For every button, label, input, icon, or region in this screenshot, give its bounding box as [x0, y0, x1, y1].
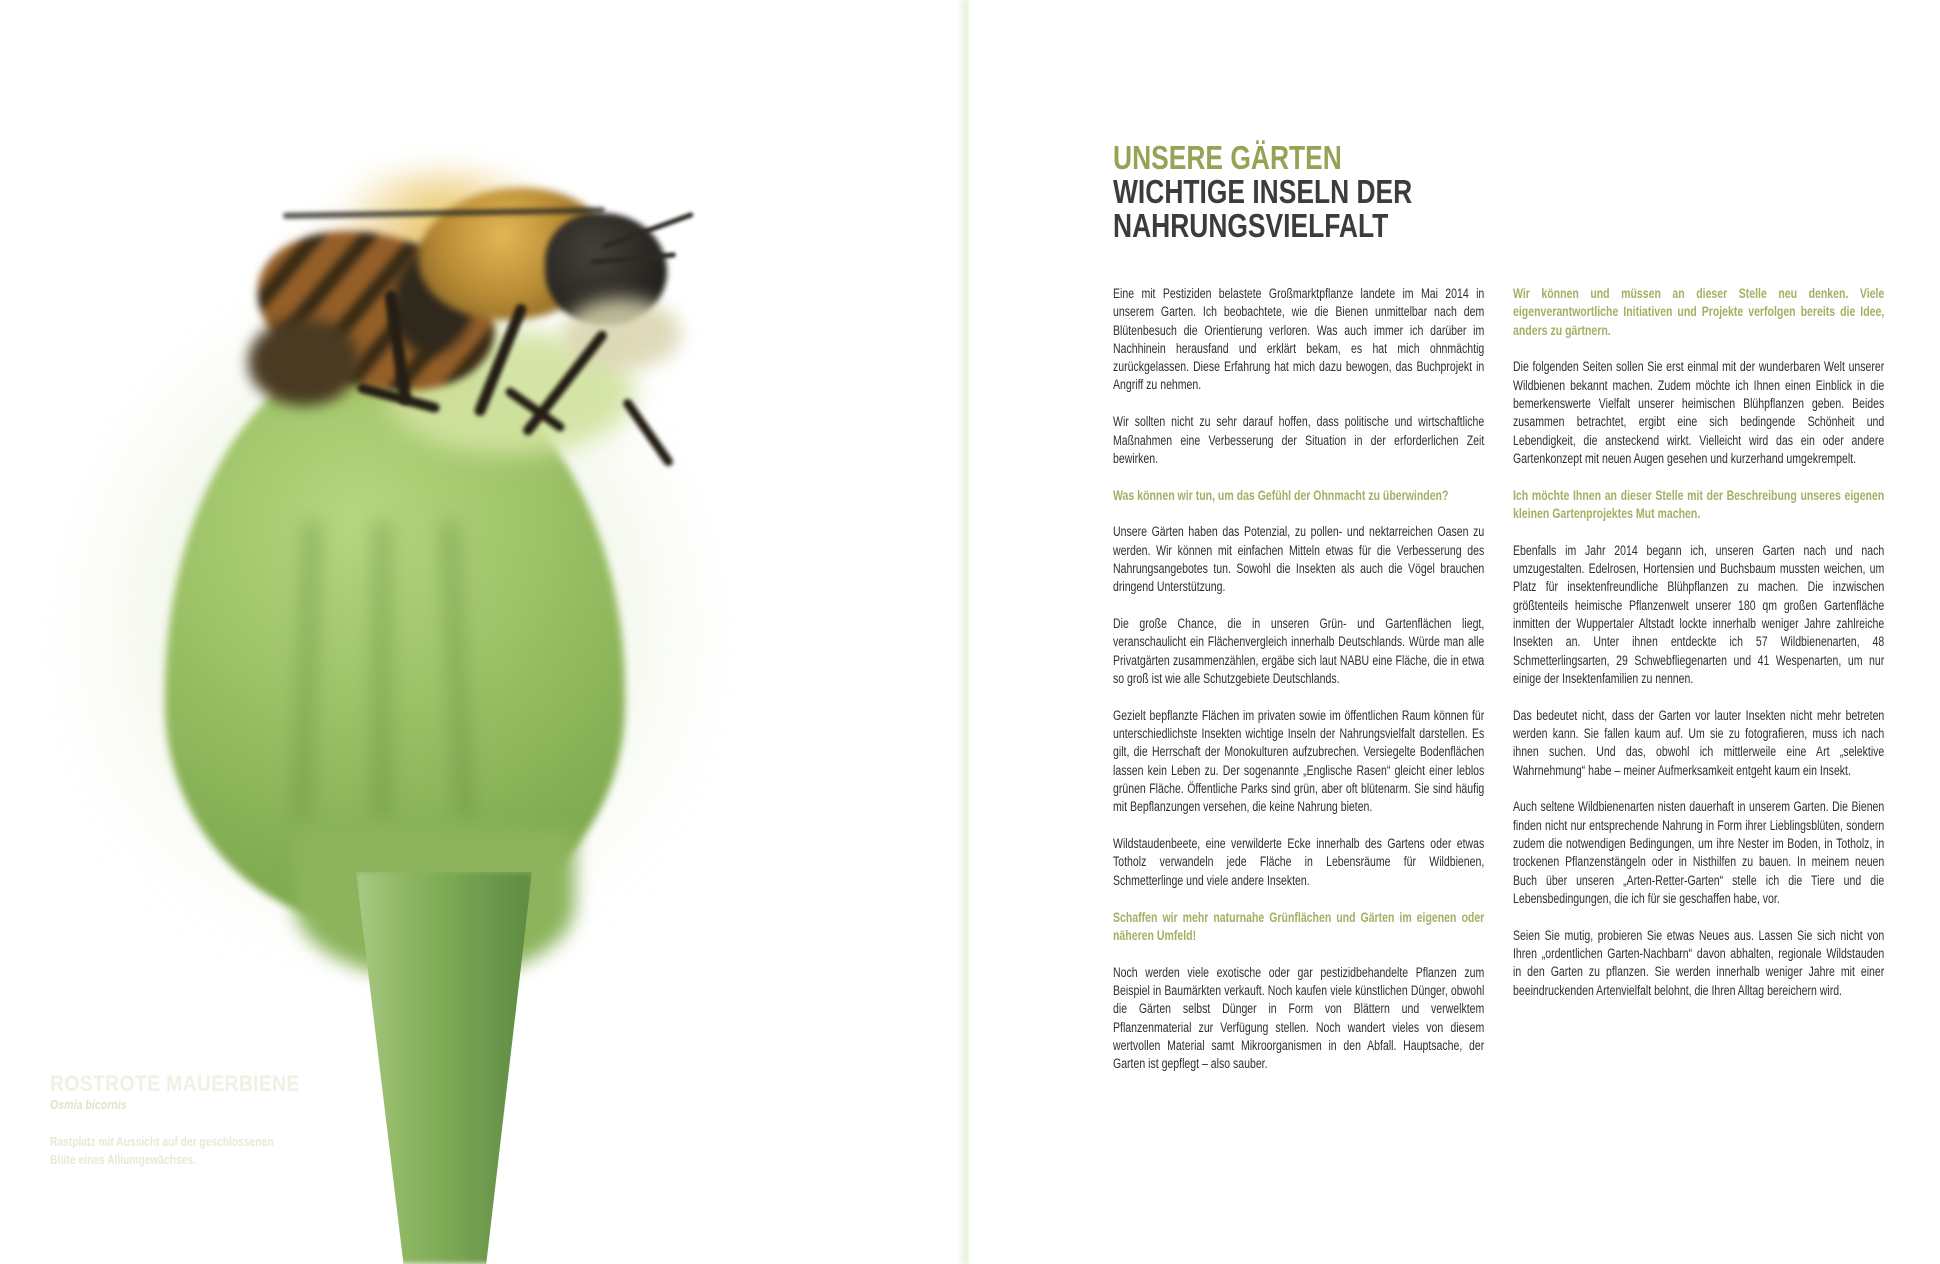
- article-kicker: UNSERE GÄRTEN: [1113, 139, 1342, 176]
- body-paragraph: Wildstaudenbeete, eine verwilderte Ecke innerhalb des Gartens oder etwas Totholz verwandeln jede Fläche in Lebensräume für Wildbienen, Schmetterlinge und viele andere Insekten.: [1113, 836, 1485, 888]
- body-paragraph: Auch seltene Wildbienenarten nisten dauerhaft in unserem Garten. Die Bienen finden nicht nur entsprechende Nahrung in Form ihrer Lieblingsblüten, sondern zudem die notwendigen Bedingungen, um ihre Nester im Boden, in Totholz, in trockenen Pflanzenstängeln oder in Nisthilfen zu bauen. In meinem neuen Buch über unseren „Arten-Retter-Garten“ stelle ich die Tiere und die Lebensbedingungen, die ich für sie geschaffen habe, vor.: [1513, 799, 1885, 906]
- bud-streak: [375, 520, 389, 820]
- body-paragraph: Seien Sie mutig, probieren Sie etwas Neues aus. Lassen Sie sich nicht von Ihren „ordentlichen Garten-Nachbarn“ davon abhalten, regionale Wildstauden in den Garten zu pflanzen. Sie werden innerhalb weniger Jahre mit einer beeindruckenden Artenvielfalt belohnt, die Ihren Alltag bereichern wird.: [1513, 927, 1885, 998]
- article-heading: [1113, 141, 1487, 243]
- body-paragraph: Die große Chance, die in unseren Grün- und Gartenflächen liegt, veranschaulicht ein Flächenvergleich innerhalb Deutschlands. Würde man alle Privatgärten zusammenzählen, ergäbe sich laut NABU eine Fläche, die in etwa so groß ist wie alle Schutzgebiete Deutschlands.: [1113, 616, 1485, 687]
- body-paragraph: Die folgenden Seiten sollen Sie erst einmal mit der wunderbaren Welt unserer Wildbienen bekannt machen. Zudem möchte ich Ihnen einen Einblick in die bemerkenswerte Vielfalt unserer heimischen Blühpflanzen geben. Beides zusammen betrachtet, ergibt eine sich bedingende Schönheit und Lebendigkeit, die ansteckend wirkt. Vielleicht wird das ein oder andere Gartenkonzept mit neuen Augen gesehen und kurzerhand umgekrempelt.: [1513, 359, 1885, 466]
- text-page: [970, 0, 1940, 1264]
- article-title-line1: WICHTIGE INSELN DER: [1113, 173, 1413, 210]
- highlight-paragraph: Ich möchte Ihnen an dieser Stelle mit der Beschreibung unseres eigenen kleinen Gartenprojektes Mut machen.: [1513, 487, 1885, 521]
- highlight-paragraph: Schaffen wir mehr naturnahe Grünflächen und Gärten im eigenen oder näheren Umfeld!: [1113, 909, 1485, 943]
- bee-abdomen-tip: [248, 318, 360, 406]
- body-paragraph: Noch werden viele exotische oder gar pestizidbehandelte Pflanzen zum Beispiel in Baumärkten verkauft. Noch kaufen viele künstlichen Dünger, obwohl die Gärten selbst Dünger in Form von Blättern und verwelktem Pflanzenmaterial zur Verfügung stellen. Noch wandert vieles von diesem wertvollen Material samt Mikroorganismen in den Abfall. Hauptsache, der Garten ist gepflegt – also sauber.: [1113, 964, 1485, 1072]
- caption-description: Rastplatz mit Aussicht auf der geschlossenen Blüte eines Alliumgewächses.: [50, 1135, 274, 1167]
- text-column-left: [1113, 285, 1484, 1092]
- body-paragraph: Unsere Gärten haben das Potenzial, zu pollen- und nektarreichen Oasen zu werden. Wir können mit einfachen Mitteln etwas für die Verbesserung des Nahrungsangebotes tun. Sowohl die Insekten als auch die Vögel brauchen dringend Unterstützung.: [1113, 524, 1485, 595]
- caption-species-name: Osmia bicornis: [50, 1098, 127, 1112]
- text-column-right: [1513, 285, 1884, 1018]
- highlight-paragraph: Was können wir tun, um das Gefühl der Ohnmacht zu überwinden?: [1113, 487, 1449, 503]
- page-gutter-highlight: [958, 0, 970, 1264]
- body-paragraph: Wir sollten nicht zu sehr darauf hoffen, dass politische und wirtschaftliche Maßnahmen eine Verbesserung der Situation in der erforderlichen Zeit bewirken.: [1113, 414, 1485, 466]
- body-paragraph: Eine mit Pestiziden belastete Großmarktpflanze landete im Mai 2014 in unserem Garten. Ich beobachtete, wie die Bienen unmittelbar nach dem Blütenbesuch die Orientierung verloren. Was auch immer ich darüber im Nachhinein herausfand und erklärt bekam, es hat mich ohnmächtig zurückgelassen. Diese Erfahrung hat mich dazu bewogen, das Buchprojekt in Angriff zu nehmen.: [1113, 286, 1485, 393]
- body-paragraph: Das bedeutet nicht, dass der Garten vor lauter Insekten nicht mehr betreten werden kann. Sie fallen kaum auf. Um sie zu fotografieren, muss ich nach ihnen suchen. Und das, obwohl ich mittlerweile eine Art „selektive Wahrnehmung“ habe – meiner Aufmerksamkeit entgeht kaum ein Insekt.: [1513, 707, 1885, 778]
- plant-stem: [356, 872, 532, 1264]
- body-paragraph: Gezielt bepflanzte Flächen im privaten sowie im öffentlichen Raum können für unterschiedlichste Insekten wichtige Inseln der Nahrungsvielfalt darstellen. Es gilt, die Herrschaft der Monokulturen aufzubrechen. Versiegelte Bodenflächen lassen kein Leben zu. Der sogenannte „Englische Rasen“ gleicht einer leblos grünen Fläche. Öffentliche Parks sind grün, aber oft blütenarm. Sie sind häufig mit Bepflanzungen versehen, die keine Nahrung bieten.: [1113, 707, 1485, 815]
- caption-title: ROSTROTE MAUERBIENE: [50, 1071, 300, 1096]
- highlight-paragraph: Wir können und müssen an dieser Stelle neu denken. Viele eigenverantwortliche Initiativen und Projekte verfolgen bereits die Idee, anders zu gärtnern.: [1513, 286, 1885, 338]
- body-paragraph: Ebenfalls im Jahr 2014 begann ich, unseren Garten nach und nach umzugestalten. Edelrosen, Hortensien und Buchsbaum mussten weichen, um Platz für insektenfreundliche Blühpflanzen zu machen. Die inzwischen größtenteils heimische Pflanzenwelt unserer 180 qm großen Gartenfläche inmitten der Wuppertaler Altstadt lockte innerhalb weniger Jahre zahlreiche Insekten an. Unter ihnen entdeckte ich 57 Wildbienenarten, 48 Schmetterlingsarten, 29 Schwebfliegenarten und 41 Wespenarten, um nur einige der Insektenfamilien zu nennen.: [1513, 542, 1885, 686]
- article-title-line2: NAHRUNGSVIELFALT: [1113, 207, 1389, 244]
- photo-caption: [50, 1072, 390, 1169]
